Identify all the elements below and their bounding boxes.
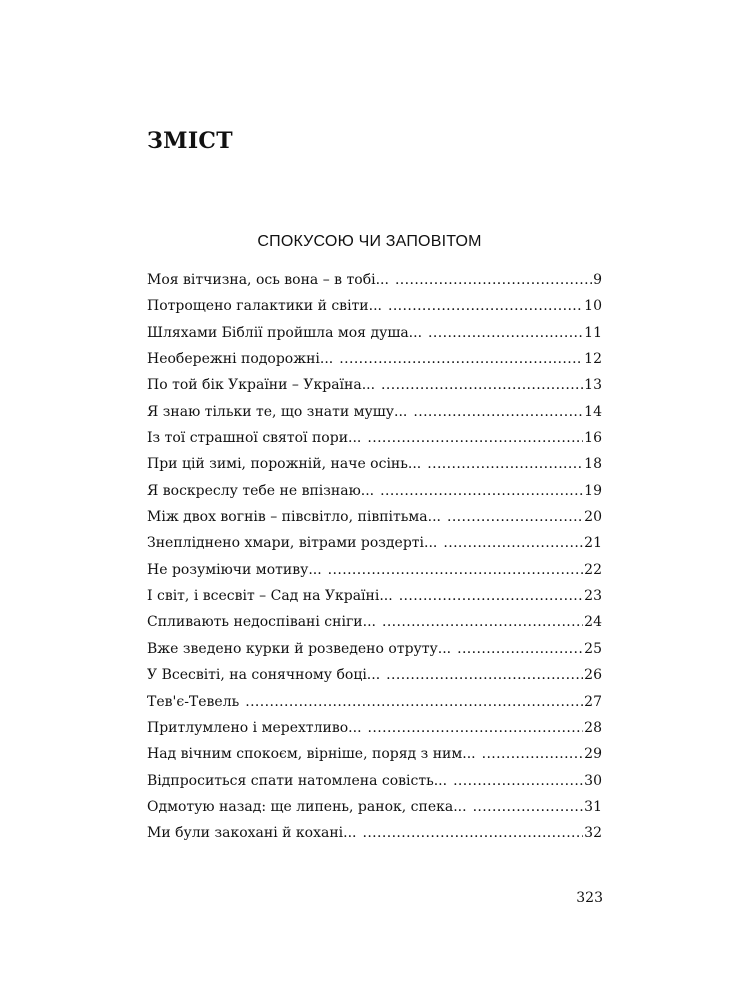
page-number: 323 — [576, 890, 603, 906]
toc-entry-title: У Всесвіті, на сонячному боці... — [147, 667, 381, 684]
dot-leader — [328, 562, 584, 578]
dot-leader — [457, 641, 583, 657]
toc-entry-page: 27 — [584, 693, 602, 710]
toc-entry-title: Я воскреслу тебе не впізнаю... — [147, 482, 375, 499]
dot-leader — [473, 799, 584, 815]
toc-entry-page: 21 — [584, 535, 602, 552]
dot-leader — [382, 614, 583, 630]
toc-entry-page: 14 — [584, 403, 602, 420]
toc-entry-title: Із тої страшної святої пори... — [147, 430, 362, 447]
toc-entry — [147, 404, 602, 430]
toc-entry-page: 30 — [584, 772, 602, 789]
toc-entry — [147, 535, 602, 561]
dot-leader — [395, 272, 592, 288]
toc-entry — [147, 641, 602, 667]
toc-entry-title: Між двох вогнів – півсвітло, півпітьма... — [147, 509, 441, 526]
table-of-contents — [147, 272, 602, 852]
toc-entry-title: Відпроситься спати натомлена совість... — [147, 772, 448, 789]
toc-entry-page: 19 — [584, 482, 602, 499]
toc-entry-page: 32 — [584, 825, 602, 842]
toc-entry — [147, 562, 602, 588]
toc-entry-title: Притлумлено і мерехтливо... — [147, 719, 362, 736]
dot-leader — [427, 456, 583, 472]
toc-entry — [147, 667, 602, 693]
toc-entry-title: Я знаю тільки те, що знати мушу... — [147, 403, 408, 420]
toc-entry — [147, 588, 602, 614]
dot-leader — [453, 773, 583, 789]
dot-leader — [428, 325, 583, 341]
toc-entry — [147, 298, 602, 324]
toc-entry — [147, 825, 602, 851]
toc-entry-title: Не розуміючи мотиву... — [147, 561, 322, 578]
toc-entry-page: 28 — [584, 719, 602, 736]
toc-entry-title: Шляхами Біблії пройшла моя душа... — [147, 324, 423, 341]
toc-entry-page: 26 — [584, 667, 602, 684]
page-title: ЗМІСТ — [147, 128, 233, 154]
dot-leader — [367, 430, 583, 446]
section-heading: СПОКУСОЮ ЧИ ЗАПОВІТОМ — [257, 233, 482, 250]
toc-entry-title: Необережні подорожні... — [147, 351, 334, 368]
toc-entry — [147, 614, 602, 640]
toc-entry-title: Ми були закохані й кохані... — [147, 825, 357, 842]
toc-entry — [147, 720, 602, 746]
dot-leader — [388, 298, 583, 314]
toc-entry — [147, 430, 602, 456]
toc-entry-title: По той бік України – Україна... — [147, 377, 376, 394]
dot-leader — [386, 667, 583, 683]
dot-leader — [368, 720, 584, 736]
toc-entry-title: Потрощено галактики й світи... — [147, 298, 382, 315]
toc-entry-title: Одмотую назад: ще липень, ранок, спека... — [147, 798, 467, 815]
toc-entry — [147, 483, 602, 509]
dot-leader — [482, 746, 584, 762]
toc-entry — [147, 746, 602, 772]
toc-entry-page: 13 — [584, 377, 602, 394]
toc-entry-page: 24 — [584, 614, 602, 631]
toc-entry-page: 11 — [584, 324, 602, 341]
toc-entry-page: 18 — [584, 456, 602, 473]
toc-entry-title: Тев'є-Тевель — [147, 693, 240, 710]
toc-entry — [147, 456, 602, 482]
dot-leader — [245, 694, 583, 710]
dot-leader — [362, 825, 583, 841]
toc-entry-title: Вже зведено курки й розведено отруту... — [147, 640, 452, 657]
toc-entry-page: 10 — [584, 298, 602, 315]
dot-leader — [339, 351, 583, 367]
toc-entry-page: 12 — [584, 351, 602, 368]
toc-entry — [147, 773, 602, 799]
toc-entry-title: І світ, і всесвіт – Сад на Україні... — [147, 588, 393, 605]
toc-entry-page: 20 — [584, 509, 602, 526]
toc-entry-title: Над вічним спокоєм, вірніше, поряд з ним... — [147, 746, 476, 763]
toc-entry-title: Спливають недоспівані сніги... — [147, 614, 376, 631]
dot-leader — [443, 535, 583, 551]
toc-entry-page: 9 — [593, 272, 602, 288]
dot-leader — [413, 404, 583, 420]
toc-entry-page: 29 — [584, 746, 602, 763]
toc-entry — [147, 377, 602, 403]
toc-entry-title: Знепліднено хмари, вітрами роздерті... — [147, 535, 438, 552]
dot-leader — [399, 588, 583, 604]
toc-entry — [147, 272, 602, 298]
toc-entry-page: 23 — [584, 588, 602, 605]
toc-entry-title: Моя вітчизна, ось вона – в тобі... — [147, 272, 389, 288]
dot-leader — [381, 377, 583, 393]
toc-entry — [147, 694, 602, 720]
toc-entry-page: 25 — [584, 640, 602, 657]
toc-entry — [147, 509, 602, 535]
toc-entry — [147, 799, 602, 825]
dot-leader — [380, 483, 583, 499]
toc-entry — [147, 351, 602, 377]
toc-entry-page: 22 — [584, 561, 602, 578]
toc-entry-title: При цій зимі, порожній, наче осінь... — [147, 456, 422, 473]
toc-entry — [147, 325, 602, 351]
dot-leader — [447, 509, 583, 525]
toc-entry-page: 31 — [584, 798, 602, 815]
toc-entry-page: 16 — [584, 430, 602, 447]
